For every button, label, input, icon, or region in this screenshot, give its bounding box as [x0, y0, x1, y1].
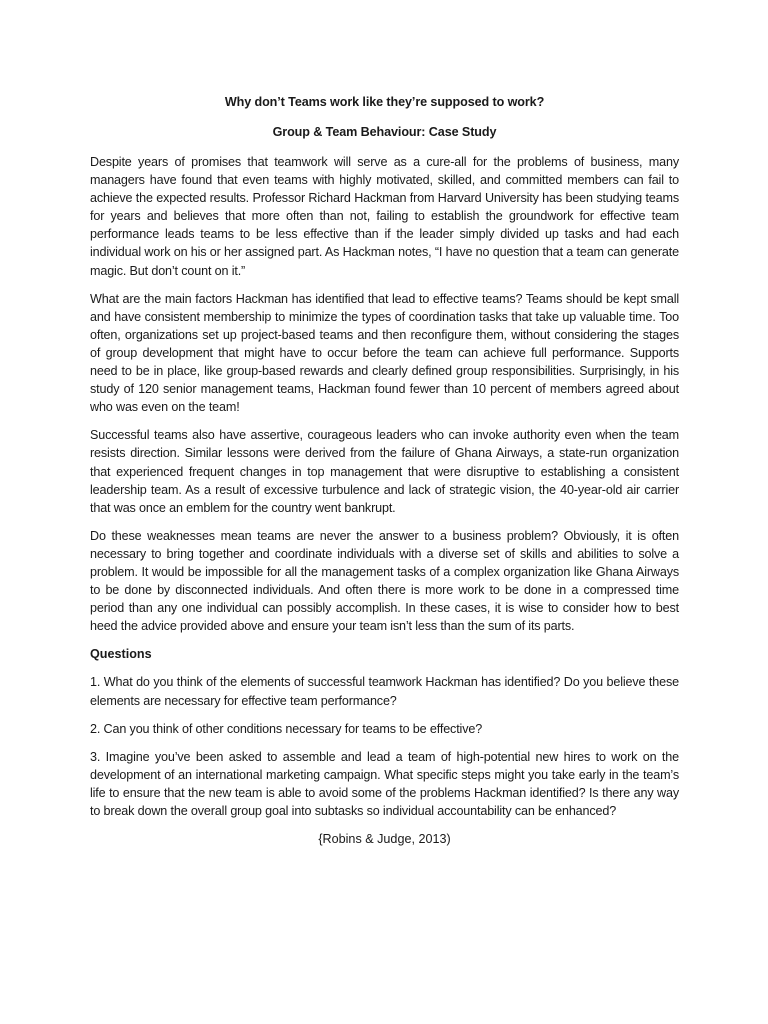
paragraph-2: What are the main factors Hackman has identified that lead to effective teams? Teams should be kept small and have consistent membership to minimize the types of coordination tasks that take up valuable time. Too often, organizations set up project-based teams and then reconfigure them, without considering the stages of group development that might have to occur before the team can achieve full performance. Supports need to be in place, like group-based rewards and clearly defined group responsibilities. Surprisingly, in his study of 120 senior management teams, Hackman found fewer than 10 percent of members agreed about who was even on the team!: [90, 291, 679, 415]
document-page: [90, 93, 679, 848]
question-2: 2. Can you think of other conditions necessary for teams to be effective?: [90, 721, 483, 736]
questions-heading: Questions: [90, 647, 152, 662]
paragraph-4: Do these weaknesses mean teams are never the answer to a business problem? Obviously, it is often necessary to bring together and coordinate individuals with a diverse set of skills and abilities to solve a problem. It would be impossible for all the management tasks of a complex organization like Ghana Airways to be done by disconnected individuals. And often there is more work to be done in a compressed time period than any one individual can possibly accomplish. In these cases, it is wise to consider how to best heed the advice provided above and ensure your team isn’t less than the sum of its parts.: [90, 528, 679, 634]
document-title: Why don’t Teams work like they’re supposed to work?: [224, 95, 545, 109]
question-1: 1. What do you think of the elements of successful teamwork Hackman has identified? Do you believe these elements are necessary for effective team performance?: [90, 675, 679, 708]
document-subtitle: Group & Team Behaviour: Case Study: [272, 125, 497, 139]
paragraph-3: Successful teams also have assertive, courageous leaders who can invoke authority even when the team resists direction. Similar lessons were derived from the failure of Ghana Airways, a state-run organization that experienced frequent changes in top management that were disruptive to establishing a consistent leadership team. As a result of excessive turbulence and lack of strategic vision, the 40-year-old air carrier that was once an emblem for the country went bankrupt.: [90, 428, 679, 515]
paragraph-1: Despite years of promises that teamwork will serve as a cure-all for the problems of business, many managers have found that even teams with highly motivated, skilled, and committed members can fail to achieve the expected results. Professor Richard Hackman from Harvard University has been studying teams for years and believes that more often than not, failing to establish the groundwork for effective team performance leads teams to be less effective than if the leader simply divided up tasks and had each individual work on his or her assigned part. As Hackman notes, “I have no question that a team can generate magic. But don’t count on it.”: [90, 155, 679, 278]
question-3: 3. Imagine you’ve been asked to assemble and lead a team of high-potential new hires to work on the development of an international marketing campaign. What specific steps might you take early in the team’s life to ensure that the new team is able to avoid some of the problems Hackman identified? Is there any way to break down the overall group goal into subtasks so individual accountability can be enhanced?: [90, 749, 679, 818]
citation: {Robins & Judge, 2013): [318, 832, 451, 847]
